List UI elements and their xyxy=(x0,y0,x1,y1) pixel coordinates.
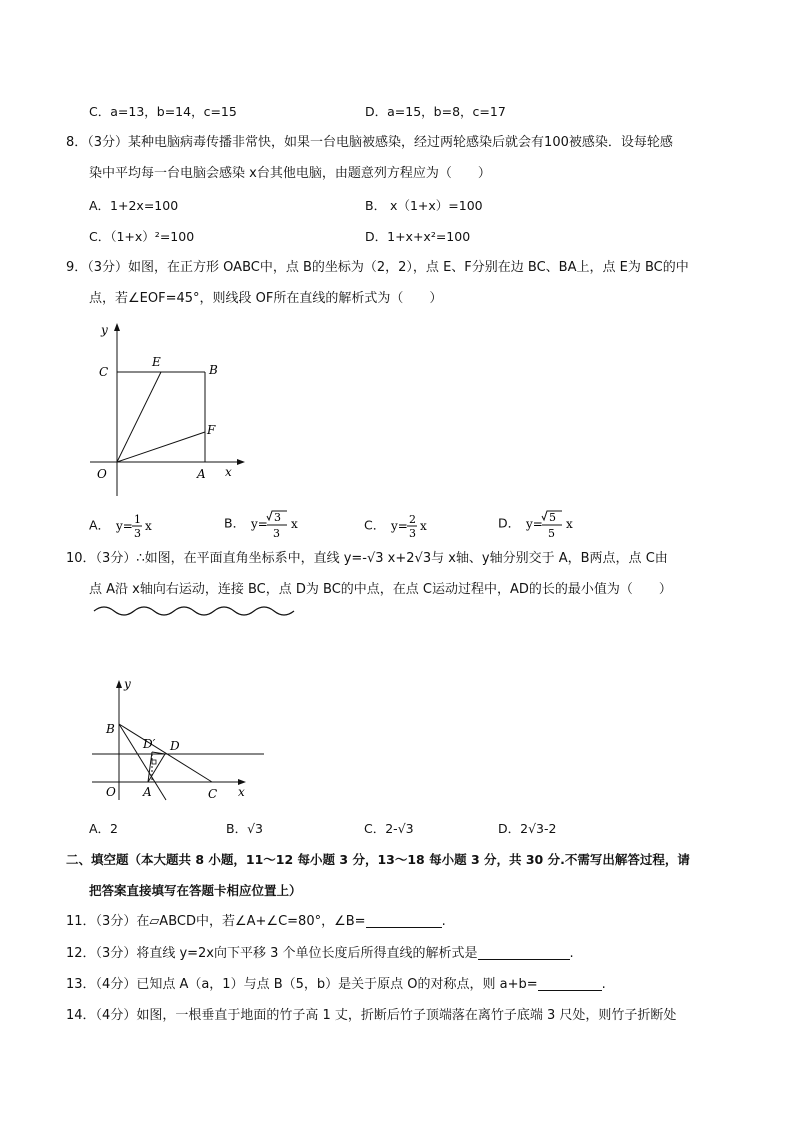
q10-label-x: x xyxy=(238,785,245,799)
q9-label-f: F xyxy=(207,423,216,437)
q8-option-a[interactable]: A．1+2x=100 xyxy=(89,198,179,213)
q9-label-x: x xyxy=(225,465,232,479)
q9-option-a-formula xyxy=(114,512,154,540)
q9-option-d-prefix: D． xyxy=(498,515,521,531)
q9-option-d-formula xyxy=(524,508,578,540)
q10-line-figure xyxy=(88,672,268,804)
q10-label-d: D xyxy=(170,739,180,753)
q13-end: . xyxy=(601,977,606,992)
q9-square-figure xyxy=(85,318,255,503)
q9-label-y: y xyxy=(101,323,108,337)
q10-option-d[interactable]: D．2√3-2 xyxy=(498,821,557,836)
q12-answer-blank[interactable] xyxy=(478,945,570,960)
svg-text:x: x xyxy=(566,517,573,531)
svg-text:3: 3 xyxy=(409,527,417,540)
q11-answer-blank[interactable] xyxy=(366,913,442,928)
q9-option-c-prefix: C． xyxy=(364,517,386,533)
q13 xyxy=(66,976,606,994)
q10-label-o: O xyxy=(106,785,116,799)
q8-stem-line1: 8．（3分）某种电脑病毒传播非常快，如果一台电脑被感染，经过两轮感染后就会有100被感染．设每轮感 xyxy=(66,135,673,150)
svg-text:1: 1 xyxy=(134,513,142,526)
q11-end: . xyxy=(441,914,446,929)
q11-text: 11．（3分）在▱ABCD中，若∠A+∠C=80°，∠B= xyxy=(66,914,366,929)
svg-text:y=: y= xyxy=(526,517,543,531)
svg-text:3: 3 xyxy=(273,527,281,540)
q9-option-a-prefix: A． xyxy=(89,517,111,533)
q12-end: . xyxy=(569,946,574,961)
section2-header-line2: 把答案直接填写在答题卡相应位置上） xyxy=(89,883,302,898)
q10-stem-line2: 点 A沿 x轴向右运动，连接 BC，点 D为 BC的中点，在点 C运动过程中，AD的长的最小值为（ ） xyxy=(89,582,672,597)
svg-text:x: x xyxy=(291,517,298,531)
q9-label-e: E xyxy=(152,355,161,369)
q9-label-b: B xyxy=(209,363,218,377)
q8-option-b[interactable]: B． x（1+x）=100 xyxy=(365,198,483,213)
q9-stem-line2: 点，若∠EOF=45°，则线段 OF所在直线的解析式为（ ） xyxy=(89,291,443,306)
svg-text:x: x xyxy=(420,519,427,533)
q10-option-b[interactable]: B．√3 xyxy=(226,821,263,836)
svg-text:2: 2 xyxy=(409,513,417,526)
q9-option-a[interactable] xyxy=(89,512,154,540)
svg-text:y=: y= xyxy=(391,519,409,533)
q9-option-c-formula xyxy=(389,512,429,540)
q10-label-a: A xyxy=(143,785,152,799)
q9-option-b[interactable] xyxy=(224,508,303,540)
q7-option-d[interactable]: D．a=15，b=8，c=17 xyxy=(365,104,506,119)
q12-text: 12．（3分）将直线 y=2x向下平移 3 个单位长度后所得直线的解析式是 xyxy=(66,946,478,961)
q9-stem-line1: 9．（3分）如图，在正方形 OABC中，点 B的坐标为（2，2），点 E、F分别在边 BC、BA上，点 E为 BC的中 xyxy=(66,260,689,275)
q9-label-c: C xyxy=(99,365,109,379)
q10-option-a[interactable]: A．2 xyxy=(89,821,119,836)
svg-text:5: 5 xyxy=(549,511,557,524)
q12 xyxy=(66,945,574,963)
q9-label-o: O xyxy=(97,467,107,481)
svg-text:3: 3 xyxy=(134,527,142,540)
q9-option-d[interactable] xyxy=(498,508,578,540)
q7-option-c[interactable]: C．a=13，b=14，c=15 xyxy=(89,104,237,119)
q10-label-y: y xyxy=(124,677,131,691)
q9-option-c[interactable] xyxy=(364,512,429,540)
q11 xyxy=(66,913,446,931)
q9-option-b-prefix: B． xyxy=(224,515,246,531)
q10-label-d-prime: D′ xyxy=(143,737,156,751)
q10-label-b: B xyxy=(106,722,115,736)
q9-label-a: A xyxy=(197,467,206,481)
q14-stem-line1: 14．（4分）如图，一根垂直于地面的竹子高 1 丈，折断后竹子顶端落在离竹子底端 3 尺处，则竹子折断处 xyxy=(66,1008,677,1023)
q10-stem-line1: 10．（3分）∴如图，在平面直角坐标系中，直线 y=-√3 x+2√3与 x轴、y轴分别交于 A，B两点，点 C由 xyxy=(66,551,668,566)
q8-option-d[interactable]: D．1+x+x²=100 xyxy=(365,229,471,244)
q9-option-b-formula xyxy=(249,508,303,540)
svg-text:y=: y= xyxy=(116,519,133,533)
q8-stem-line2: 染中平均每一台电脑会感染 x台其他电脑，由题意列方程应为（ ） xyxy=(89,166,491,181)
svg-text:5: 5 xyxy=(548,527,556,540)
svg-text:x: x xyxy=(145,519,152,533)
svg-text:3: 3 xyxy=(274,511,282,524)
q10-label-c: C xyxy=(208,787,218,801)
q10-option-c[interactable]: C．2-√3 xyxy=(364,821,414,836)
wavy-underline xyxy=(92,603,296,619)
q13-text: 13．（4分）已知点 A（a，1）与点 B（5，b）是关于原点 O的对称点，则 a+b= xyxy=(66,977,538,992)
svg-text:y=: y= xyxy=(251,517,268,531)
section2-header-line1: 二、填空题（本大题共 8 小题，11～12 每小题 3 分，13～18 每小题 3 分，共 30 分.不需写出解答过程，请 xyxy=(66,852,690,867)
q13-answer-blank[interactable] xyxy=(538,976,602,991)
q8-option-c[interactable]: C．（1+x）²=100 xyxy=(89,229,195,244)
